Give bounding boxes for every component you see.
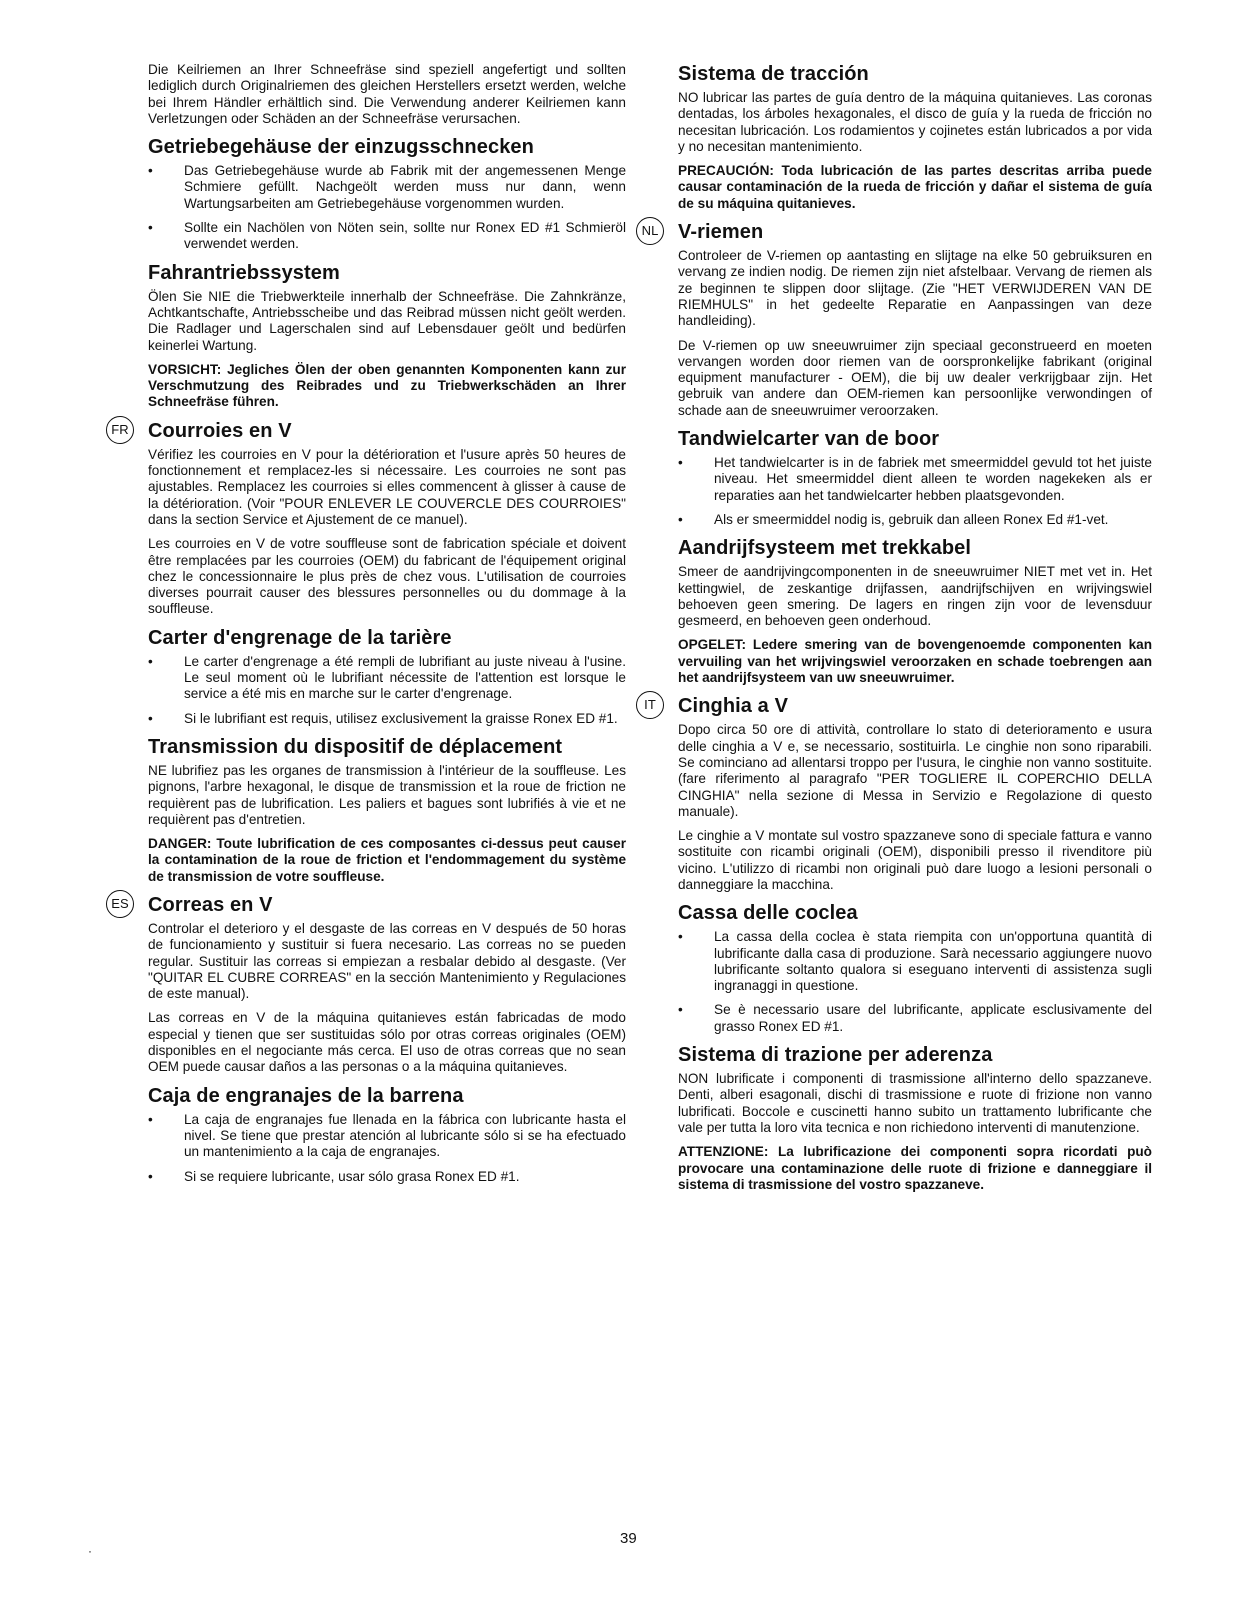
fr-drive-heading: Transmission du dispositif de déplacement [148,735,563,758]
nl-drive-text: Smeer de aandrijvingcomponenten in de sneeuwruimer NIET met vet in. Het kettingwiel, de zeskantige drijfassen, aandrijfschijven en wrijvingswiel behoeven geen smering. De lagers en ringen zijn voor de levensduur gesmeerd, en behoeven geen onderhoud. [678,564,1152,629]
de-caution: VORSICHT: Jegliches Ölen der oben genannten Komponenten kann zur Verschmutzung des Reibrades und zu Triebwerkschäden an Ihrer Schneefräse führen. [148,361,626,410]
it-drive-heading: Sistema di trazione per aderenza [678,1044,993,1067]
heading-text: Courroies en V [148,419,292,442]
nl-gear-list [678,455,1152,528]
nl-belts-text-1: Controleer de V-riemen op aantasting en slijtage na elke 50 gebruiksuren en vervang ze indien nodig. De riemen zijn niet afstelbaar. Vervang de riemen als ze beginnen te slippen door slijtage. (Zie "HET VERWIJDEREN VAN DE RIEMHULS" in het gedeelte Reparatie en Aanpassingen van deze handleiding). [678,248,1152,329]
nl-drive-heading: Aandrijfsysteem met trekkabel [678,537,972,560]
list-item: • Si se requiere lubricante, usar sólo grasa Ronex ED #1. [148,1169,626,1185]
es-belts-text-2: Las correas en V de la máquina quitanieves están fabricadas de modo especial y tienen que ser sustituidas sólo por otras correas originales (OEM) disponibles en el negociante más cerca. El uso de otras correas que no sean OEM puede causar daños a las personas o a la máquina quitanieves. [148,1010,626,1075]
fr-gear-heading: Carter d'engrenage de la tarière [148,626,452,649]
fr-drive-text: NE lubrifiez pas les organes de transmission à l'intérieur de la souffleuse. Les pignons, l'arbre hexagonal, le disque de transmission et la roue de friction ne requièrent pas de lubrification. Les paliers et bagues sont lubrifiés à vie et ne requièrent pas d'entretien. [148,762,626,827]
fr-belts-text-1: Vérifiez les courroies en V pour la détérioration et l'usure après 50 heures de fonctionnement et remplacez-les si nécessaire. Les courroies ne sont pas ajustables. Remplacez les courroies si elles commencent à glisser à cause de la détérioration. (Voir "POUR ENLEVER LE COUVERCLE DES COURROIES" dans la section Service et Ajustement de ce manuel). [148,446,626,527]
language-badge-it: IT [636,691,664,719]
list-item: • Das Getriebegehäuse wurde ab Fabrik mit der angemessenen Menge Schmiere gefüllt. Nachgeölt werden muss nur dann, wenn Wartungsarbeiten am Getriebegehäuse vorgenommen wurden. [148,163,626,212]
list-item: • Als er smeermiddel nodig is, gebruik dan alleen Ronex Ed #1-vet. [678,512,1152,528]
it-belts-text-2: Le cinghie a V montate sul vostro spazzaneve sono di speciale fattura e vanno sostituite con ricambi originali (OEM), disponibili presso il rivenditore più vicino. L'utilizzo di ricambi non originali può dare luogo a lesioni personali o danneggiare la macchina. [678,828,1152,892]
heading-text: V-riemen [678,221,764,244]
it-gear-heading: Cassa delle coclea [678,902,858,925]
heading-text: Cinghia a V [678,695,789,718]
de-gearbox-list [148,163,626,252]
nl-caution: OPGELET: Ledere smering van de bovengenoemde componenten kan vervuiling van het wrijvingswiel veroorzaken en schade toebrengen aan het aandrijfsysteem van uw sneeuwruimer. [678,637,1152,686]
de-gearbox-heading: Getriebegehäuse der einzugsschnecken [148,136,534,159]
it-gear-list [678,929,1152,1035]
es-gear-heading: Caja de engranajes de la barrena [148,1084,464,1107]
es-belts-text-1: Controlar el deterioro y el desgaste de las correas en V después de 50 horas de funcionamiento y sustituir si fuera necesario. Las correas no se pueden regular. Sustituir las correas si empiezan a resbalar debido al desgaste. (Ver "QUITAR EL CUBRE CORREAS" en la sección Mantenimiento y Regulaciones de este manual). [148,920,626,1002]
left-column [111,62,626,1193]
es-drive-heading: Sistema de tracción [678,63,869,85]
list-item: • Sollte ein Nachölen von Nöten sein, sollte nur Ronex ED #1 Schmieröl verwendet werden. [148,220,626,253]
de-drive-heading: Fahrantriebssystem [148,261,340,284]
es-caution: PRECAUCIÓN: Toda lubricación de las partes descritas arriba puede causar contaminación de la rueda de fricción y dañar el sistema de guía de su máquina quitanieves. [678,163,1152,211]
list-item: • Le carter d'engrenage a été rempli de lubrifiant au juste niveau à l'usine. Le seul moment où le lubrifiant nécessite de l'attention est lorsque le service a été mis en marche sur le carter d'engrenage. [148,654,626,703]
language-badge-fr: FR [106,416,134,444]
fr-danger: DANGER: Toute lubrification de ces composantes ci-dessus peut causer la contamination de la roue de friction et l'endommagement du système de transmission de votre souffleuse. [148,836,626,884]
fr-belts-text-2: Les courroies en V de votre souffleuse sont de fabrication spéciale et doivent être remplacées par les courroies (OEM) du fabricant de l'équipement original chez le concessionnaire le plus près de chez vous. L'utilisation de courroies diverses pourrait causer des blessures personnelles ou du dommage à la souffleuse. [148,536,626,617]
list-item: • Het tandwielcarter is in de fabriek met smeermiddel gevuld tot het juiste niveau. Het smeermiddel dient alleen te worden nagekeken als er reparaties aan het tandwielcarter hebben plaatsgevonden. [678,455,1152,504]
heading-text: Correas en V [148,893,273,916]
nl-gear-heading: Tandwielcarter van de boor [678,428,940,451]
es-gear-list [148,1112,626,1185]
fr-belts-heading [111,419,626,443]
nl-belts-heading [641,220,1152,244]
de-drive-text: Ölen Sie NIE die Triebwerkteile innerhalb der Schneefräse. Die Zahnkränze, Achtkantschafte, Antriebsscheibe und das Reibrad müssen nicht geölt werden. Die Radlager und Lagerschalen sind auf Lebensdauer geölt und bedürfen keinerlei Wartung. [148,288,626,353]
de-belts-intro: Die Keilriemen an Ihrer Schneefräse sind speziell angefertigt und sollten lediglich durch Originalriemen des gleichen Herstellers ersetzt werden, welche bei Ihrem Händler erhältlich sind. Die Verwendung anderer Keilriemen kann Verletzungen oder Schäden an der Schneefräse verursachen. [148,62,626,126]
language-badge-nl: NL [636,217,664,245]
list-item: • Si le lubrifiant est requis, utilisez exclusivement la graisse Ronex ED #1. [148,711,626,727]
nl-belts-text-2: De V-riemen op uw sneeuwruimer zijn speciaal geconstrueerd en moeten vervangen worden door riemen van de oorspronkelijke fabrikant (original equipment manufacturer - OEM), die bij uw dealer verkrijgbaar zijn. Het gebruik van andere dan OEM-riemen kan persoonlijke verwondingen of schade aan de sneeuwruimer veroorzaken. [678,337,1152,418]
list-item: • La cassa della coclea è stata riempita con un'opportuna quantità di lubrificante dalla casa di produzione. Sarà necessario aggiungere nuovo lubrificante soltanto qualora si eseguano interventi di assistenza sugli ingranaggi in questione. [678,929,1152,994]
language-badge-es: ES [106,890,134,918]
it-caution: ATTENZIONE: La lubrificazione dei componenti sopra ricordati può provocare una contaminazione delle ruote di frizione e danneggiare il sistema di trasmissione del vostro spazzaneve. [678,1144,1152,1192]
es-drive-text: NO lubricar las partes de guía dentro de la máquina quitanieves. Las coronas dentadas, los árboles hexagonales, el disco de guía y la rueda de fricción no necesitan lubricación. Los rodamientos y cojinetes están lubricados a por vida y no necesitan mantenimiento. [678,90,1152,154]
page-number: 39 [620,1530,637,1547]
margin-mark: · [88,1544,92,1558]
list-item: • La caja de engranajes fue llenada en la fábrica con lubricante hasta el nivel. Se tiene que prestar atención al lubricante sólo si se ha efectuado un mantenimiento a la caja de engranajes. [148,1112,626,1161]
es-belts-heading [111,893,626,917]
right-column [641,62,1152,1201]
it-drive-text: NON lubrificate i componenti di trasmissione all'interno dello spazzaneve. Denti, alberi esagonali, dischi di trasmissione e ruote di frizione non vanno lubrificati. Boccole e cuscinetti hanno subito un trattamento lubrificante che vale per tutta la loro vita tecnica e non richiedono interventi di manutenzione. [678,1071,1152,1135]
it-belts-heading [644,694,1152,718]
list-item: • Se è necessario usare del lubrificante, applicate esclusivamente del grasso Ronex ED #1. [678,1002,1152,1035]
it-belts-text-1: Dopo circa 50 ore di attività, controllare lo stato di deterioramento e usura delle cinghia a V e, se necessario, sostituirla. Le cinghie non sono riparabili. Se cominciano ad allentarsi troppo per l'usura, le cinghie non vanno sostituite. (fare riferimento al paragrafo "PER TOGLIERE IL COPERCHIO DELLA CINGHIA" nella sezione di Messa in Servizio e Regolazione di questo manuale). [678,722,1152,819]
fr-gear-list [148,654,626,727]
